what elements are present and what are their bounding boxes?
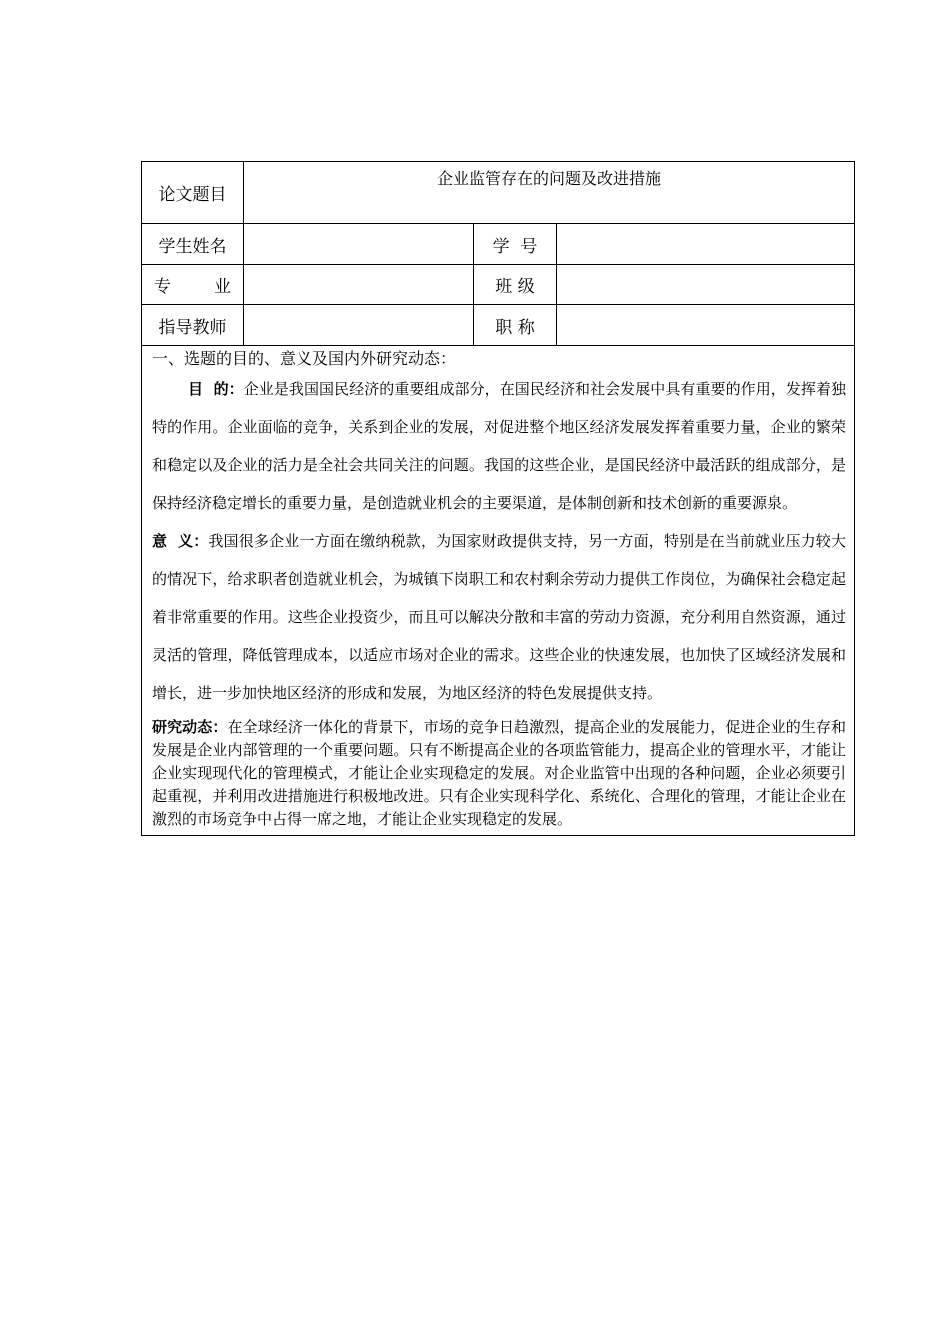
student-name-label: 学生姓名 (142, 224, 244, 265)
advisor-field[interactable] (244, 305, 474, 346)
section-heading: 一、选题的目的、意义及国内外研究动态： (152, 349, 457, 368)
row-advisor (142, 305, 855, 346)
thesis-title-label: 论文题目 (142, 162, 244, 224)
advisor-label: 指导教师 (142, 305, 244, 346)
content-cell (142, 346, 855, 836)
purpose-text: 企业是我国国民经济的重要组成部分，在国民经济和社会发展中具有重要的作用，发挥着独特的作用。企业面临的竞争，关系到企业的发展，对促进整个地区经济发展发挥着重要力量，企业的繁荣和稳定以及企业的活力是全社会共同关注的问题。我国的这些企业，是国民经济中最活跃的组成部分，是保持经济稳定增长的重要力量，是创造就业机会的主要渠道，是体制创新和技术创新的重要源泉。 (152, 380, 847, 512)
purpose-label: 目 的： (188, 380, 244, 398)
thesis-title-value[interactable]: 企业监管存在的问题及改进措施 (244, 162, 855, 224)
purpose-paragraph (152, 370, 846, 522)
class-label: 班 级 (474, 265, 557, 305)
student-id-field[interactable] (557, 224, 855, 265)
major-field[interactable] (244, 265, 474, 305)
research-paragraph (152, 716, 846, 831)
student-name-field[interactable] (244, 224, 474, 265)
significance-paragraph (152, 522, 846, 712)
row-student (142, 224, 855, 265)
row-thesis-title (142, 162, 855, 224)
row-major (142, 265, 855, 305)
proposal-form-table (141, 161, 855, 836)
significance-text: 我国很多企业一方面在缴纳税款，为国家财政提供支持，另一方面，特别是在当前就业压力较大的情况下，给求职者创造就业机会，为城镇下岗职工和农村剩余劳动力提供工作岗位，为确保社会稳定起着非常重要的作用。这些企业投资少，而且可以解决分散和丰富的劳动力资源，充分利用自然资源，通过灵活的管理，降低管理成本，以适应市场对企业的需求。这些企业的快速发展，也加快了区域经济发展和增长，进一步加快地区经济的形成和发展，为地区经济的特色发展提供支持。 (152, 532, 847, 702)
class-field[interactable] (557, 265, 855, 305)
row-content (142, 346, 855, 836)
research-label: 研究动态： (152, 718, 228, 736)
research-text: 在全球经济一体化的背景下，市场的竞争日趋激烈，提高企业的发展能力，促进企业的生存和发展是企业内部管理的一个重要问题。只有不断提高企业的各项监管能力，提高企业的管理水平，才能让企业实现现代化的管理模式，才能让企业实现稳定的发展。对企业监管中出现的各种问题，企业必须要引起重视，并利用改进措施进行积极地改进。只有企业实现科学化、系统化、合理化的管理，才能让企业在激烈的市场竞争中占得一席之地，才能让企业实现稳定的发展。 (152, 718, 847, 828)
advisor-title-label: 职 称 (474, 305, 557, 346)
major-label: 专 业 (142, 265, 244, 305)
student-id-label: 学 号 (474, 224, 557, 265)
significance-label: 意 义： (152, 532, 209, 550)
advisor-title-field[interactable] (557, 305, 855, 346)
